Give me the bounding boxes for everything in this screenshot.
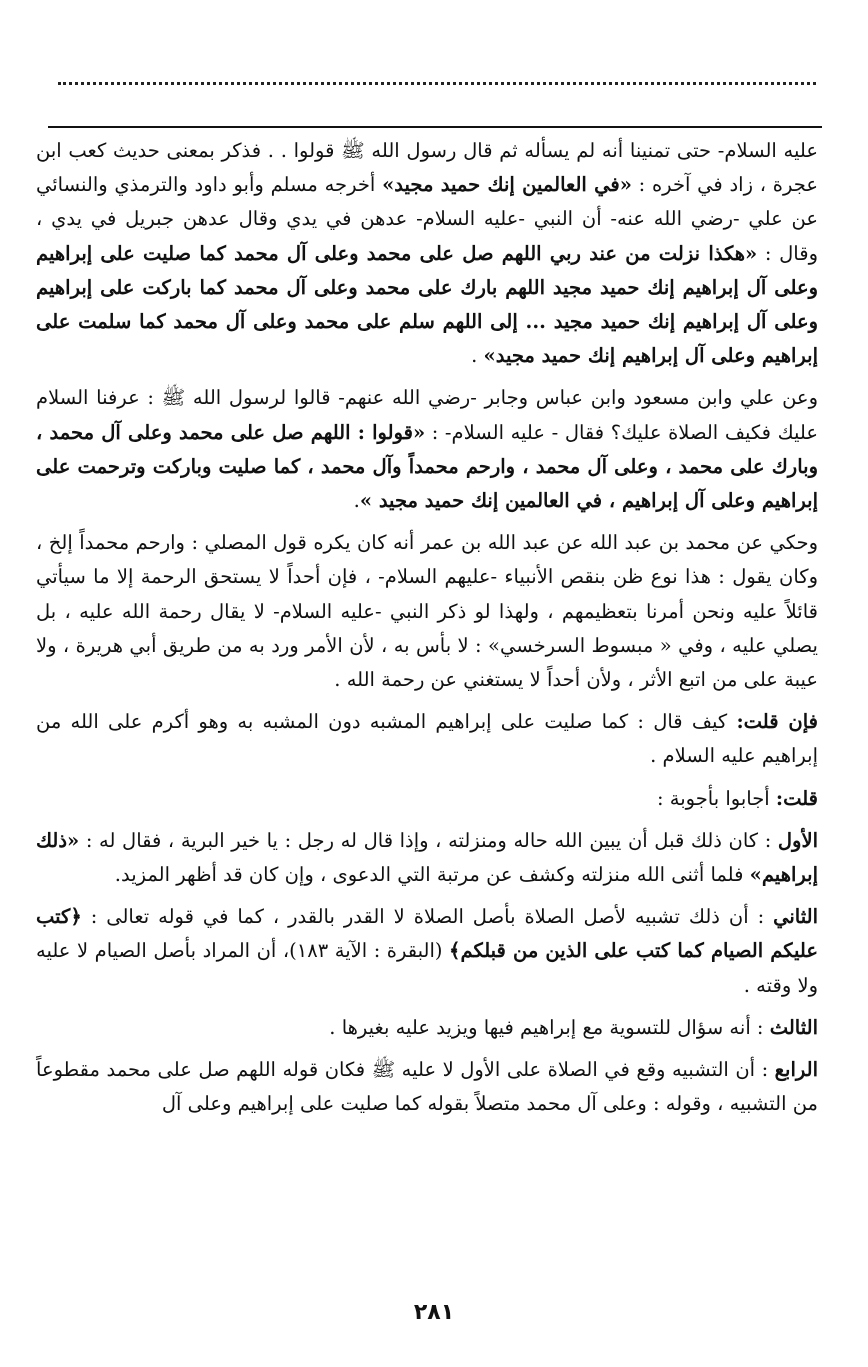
page-number: ٢٨١ (413, 1300, 455, 1325)
paragraph: وعن علي وابن مسعود وابن عباس وجابر -رضي الله عنهم- قالوا لرسول الله ﷺ : عرفنا السلام عليك فكيف الصلاة عليك؟ فقال - عليه السلام- : «قولوا : اللهم صل على محمد وعلى آل محمد ، وبارك على محمد ، وعلى آل محمد ، وارحم محمداً وآل محمد ، كما صليت وباركت وترحمت على إبراهيم وعلى آل إبراهيم ، في العالمين إنك حميد مجيد ». (36, 386, 818, 513)
paragraph: الثالث : أنه سؤال للتسوية مع إبراهيم فيها ويزيد عليه بغيرها . (329, 1015, 818, 1039)
paragraph: وحكي عن محمد بن عبد الله عن عبد الله بن عمر أنه كان يكره قول المصلي : وارحم محمداً إلخ ، وكان يقول : هذا نوع ظن بنقص الأنبياء -عليهم السلام- ، فإن أحداً لا يستحق الرحمة إلا ما سيأتي قائلاً عليه ونحن أمرنا بتعظيمهم ، ولهذا لو ذكر النبي -عليه السلام- لا يقال رحمة الله عليه ، بل يصلي عليه ، وفي « مبسوط السرخسي» : لا بأس به ، لأن الأمر ورد به من طريق أبي هريرة ، ولا عيبة على من اتبع الأثر ، ولأن أحداً لا يستغني عن رحمة الله . (36, 531, 818, 692)
paragraph: فإن قلت: كيف قال : كما صليت على إبراهيم المشبه دون المشبه به وهو أكرم على الله من إبراهيم عليه السلام . (36, 710, 818, 768)
dotted-separator (58, 82, 816, 85)
body-text (36, 134, 818, 1129)
paragraph: قلت: أجابوا بأجوبة : (656, 786, 818, 810)
paragraph: عليه السلام- حتى تمنينا أنه لم يسأله ثم قال رسول الله ﷺ قولوا . . فذكر بمعنى حديث كعب ابن عجرة ، زاد في آخره : «في العالمين إنك حميد مجيد» أخرجه مسلم وأبو داود والترمذي والنسائي عن علي -رضي الله عنه- أن النبي -عليه السلام- عدهن في يدي وقال عدهن جبريل في يدي ، وقال : «هكذا نزلت من عند ربي اللهم صل على محمد وعلى آل محمد كما صليت على إبراهيم وعلى آل إبراهيم إنك حميد مجيد اللهم بارك على محمد وعلى آل محمد كما باركت على إبراهيم وعلى آل إبراهيم إنك حميد مجيد ... إلى اللهم سلم على محمد وعلى آل محمد كما سلمت على إبراهيم وعلى آل إبراهيم إنك حميد مجيد» . (36, 139, 818, 368)
paragraph: الأول : كان ذلك قبل أن يبين الله حاله ومنزلته ، وإذا قال له رجل : يا خير البرية ، فقال له : «ذلك إبراهيم» فلما أثنى الله منزلته وكشف عن مرتبة التي الدعوى ، وإن كان قد أظهر المزيد. (36, 828, 818, 887)
footnote-rule (48, 126, 822, 128)
paragraph: الرابع : أن التشبيه وقع في الصلاة على الأول لا عليه ﷺ فكان قوله اللهم صل على محمد مقطوعاً من التشبيه ، وقوله : وعلى آل محمد متصلاً بقوله كما صليت على إبراهيم وعلى آل (36, 1058, 818, 1116)
paragraph: الثاني : أن ذلك تشبيه لأصل الصلاة بأصل الصلاة لا القدر بالقدر ، كما في قوله تعالى : ﴿كتب عليكم الصيام كما كتب على الذين من قبلكم﴾ (البقرة : الآية ١٨٣)، أن المراد بأصل الصيام لا عليه ولا وقته . (36, 905, 818, 997)
